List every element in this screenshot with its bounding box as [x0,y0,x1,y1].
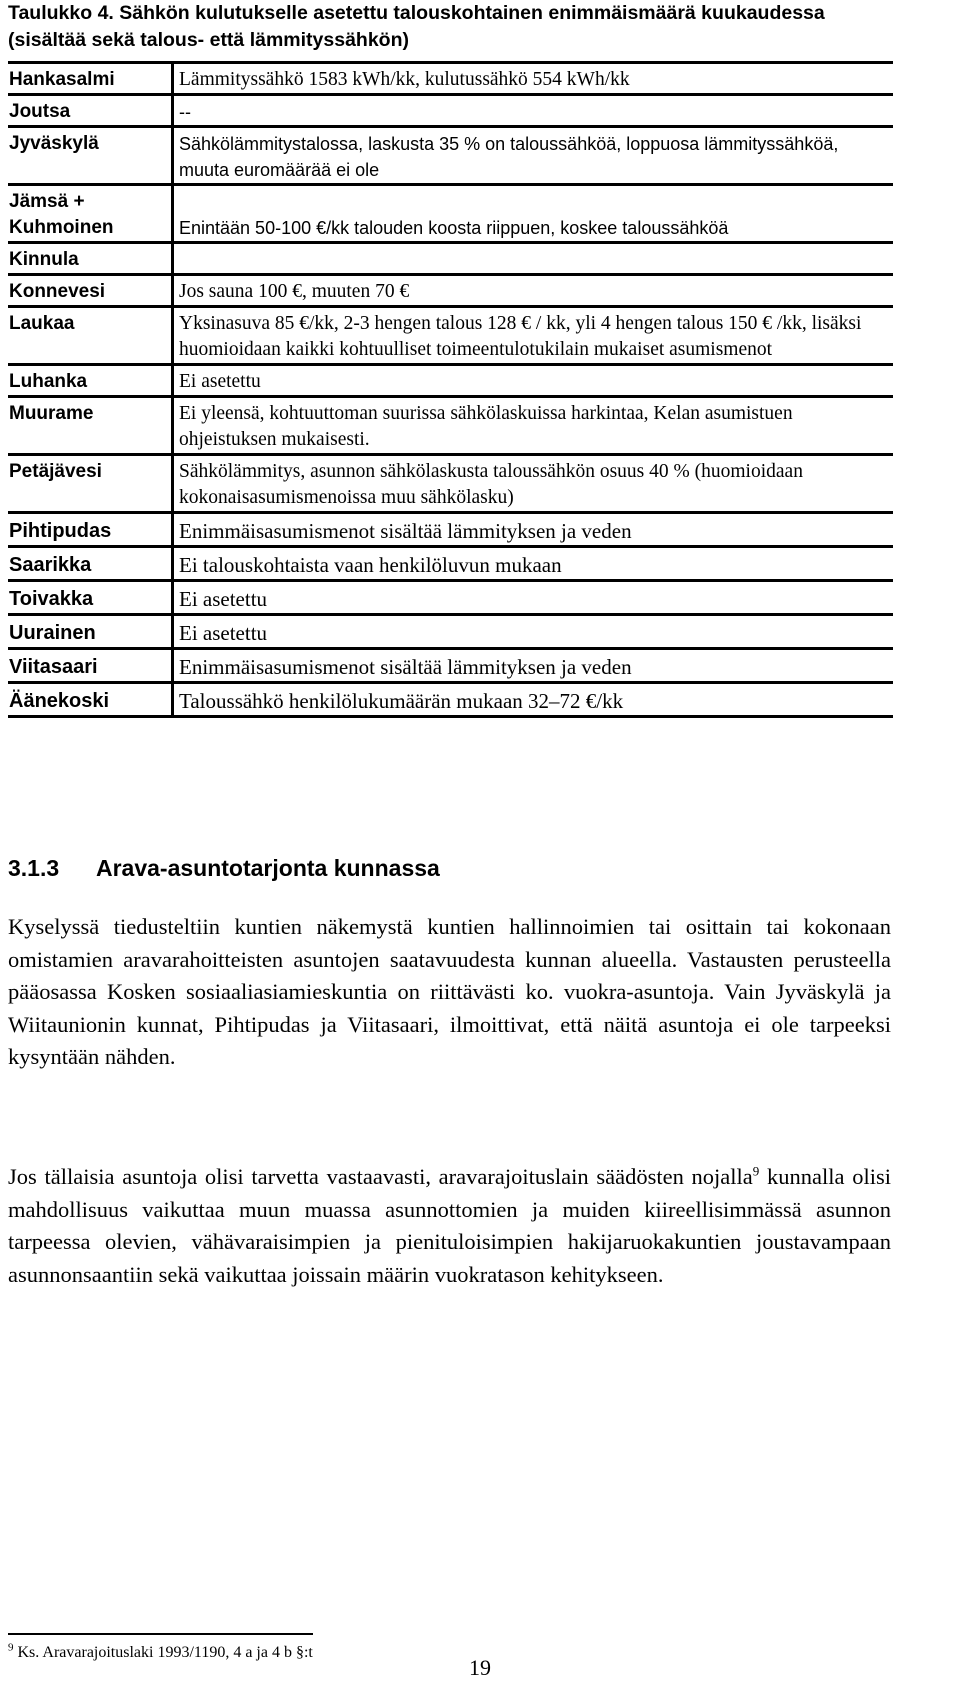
municipality-name: Muurame [8,397,173,455]
table-row [8,615,893,649]
municipality-name: Jyväskylä [8,127,173,185]
municipality-name: Kinnula [8,243,173,275]
paragraph-text: Jos tällaisia asuntoja olisi tarvetta vastaavasti, aravarajoituslain säädösten nojalla [8,1164,753,1189]
limit-value: Ei asetettu [179,587,268,611]
footnote-text: Ks. Aravarajoituslaki 1993/1190, 4 a ja 4 b §:t [13,1644,313,1661]
municipality-name: Uurainen [8,615,173,649]
limit-value: Ei talouskohtaista vaan henkilöluvun mukaan [179,553,562,577]
limit-value: Ei asetettu [179,621,268,645]
municipality-name: Äänekoski [8,683,173,717]
limit-value: Ei asetettu [179,371,261,392]
table-row [8,63,893,95]
body-paragraph: Kyselyssä tiedusteltiin kuntien näkemystä kuntien hallinnoimien tai osittain tai kokonaan omistamien aravarahoitteisten asuntojen saatavuudesta kunnan alueella. Vastausten perusteella pääosassa Kosken sosiaaliasiamieskuntia on riittävästi ko. vuokra-asuntoja. Vain Jyväskylä ja Wiitaunionin kunnat, Pihtipudas ja Viitasaari, ilmoittivat, että näitä asuntoja ei ole tarpeeksi kysyntään nähden. [8,914,891,1070]
table-row [8,547,893,581]
table-row [8,275,893,307]
table-row [8,649,893,683]
limit-value: Taloussähkö henkilölukumäärän mukaan 32–72 €/kk [179,689,624,713]
footnote-separator [8,1633,313,1635]
limit-value: Sähkölämmitys, asunnon sähkölaskusta taloussähkön osuus 40 % (huomioidaan kokonaisasumismenoissa muu sähkölasku) [179,461,803,508]
body-paragraph [8,1161,891,1291]
section-number: 3.1.3 [8,855,60,881]
footnote-number: 9 [8,1641,14,1654]
limit-value: Ei yleensä, kohtuuttoman suurissa sähkölaskuissa harkintaa, Kelan asumistuen ohjeistuksen mukaisesti. [179,403,793,450]
municipality-name: Toivakka [8,581,173,615]
municipality-name: Viitasaari [8,649,173,683]
municipality-name: Joutsa [8,95,173,127]
limit-value: Yksinasuva 85 €/kk, 2-3 hengen talous 128 € / kk, yli 4 hengen talous 150 € /kk, lisäksi huomioidaan kaikki kohtuulliset toimeentulotukilain mukaiset asumismenot [179,313,862,360]
municipality-name: Jämsä + Kuhmoinen [8,185,173,243]
table-row [8,683,893,717]
limit-value: Lämmityssähkö 1583 kWh/kk, kulutussähkö 554 kWh/kk [179,69,630,90]
municipality-name: Saarikka [8,547,173,581]
table-row [8,513,893,547]
paragraph-text: kunnalla olisi mahdollisuus vaikuttaa muun muassa asunnottomien ja muiden kiireellisimmässä asunnon tarpeessa olevien, vähävaraisimpien ja pienituloisimpien hakijaruokakuntien joustavampaan asunnonsaantiin sekä vaikuttaa joissain määrin vuokratason kehitykseen. [8,1164,891,1287]
municipality-name: Laukaa [8,307,173,365]
municipality-name: Konnevesi [8,275,173,307]
limit-value: Enimmäisasumismenot sisältää lämmityksen ja veden [179,655,632,679]
limit-value: -- [179,102,191,122]
municipality-name: Petäjävesi [8,455,173,513]
municipality-name: Hankasalmi [8,63,173,95]
limit-value: Enintään 50-100 €/kk talouden koosta riippuen, koskee taloussähköä [179,218,729,238]
table-row [8,243,893,275]
limit-value [173,243,894,275]
section-title: Arava-asuntotarjonta kunnassa [96,855,440,881]
table-row [8,185,893,243]
table-row [8,455,893,513]
table-caption: Taulukko 4. Sähkön kulutukselle asetettu talouskohtainen enimmäismäärä kuukaudessa (sisältää sekä talous- että lämmityssähkön) [8,2,825,51]
section-heading [8,853,440,883]
table-row [8,307,893,365]
limit-value: Sähkölämmitystalossa, laskusta 35 % on taloussähköä, loppuosa lämmityssähköä, muuta euromäärää ei ole [179,134,839,180]
electricity-limit-table [8,61,893,718]
limit-value: Jos sauna 100 €, muuten 70 € [179,281,410,302]
municipality-name: Luhanka [8,365,173,397]
table-row [8,127,893,185]
page-number: 19 [469,1655,491,1680]
table-row [8,365,893,397]
limit-value: Enimmäisasumismenot sisältää lämmityksen ja veden [179,519,632,543]
footnote-reference[interactable]: 9 [752,1163,760,1179]
table-row [8,397,893,455]
municipality-name: Pihtipudas [8,513,173,547]
table-row [8,581,893,615]
table-row [8,95,893,127]
